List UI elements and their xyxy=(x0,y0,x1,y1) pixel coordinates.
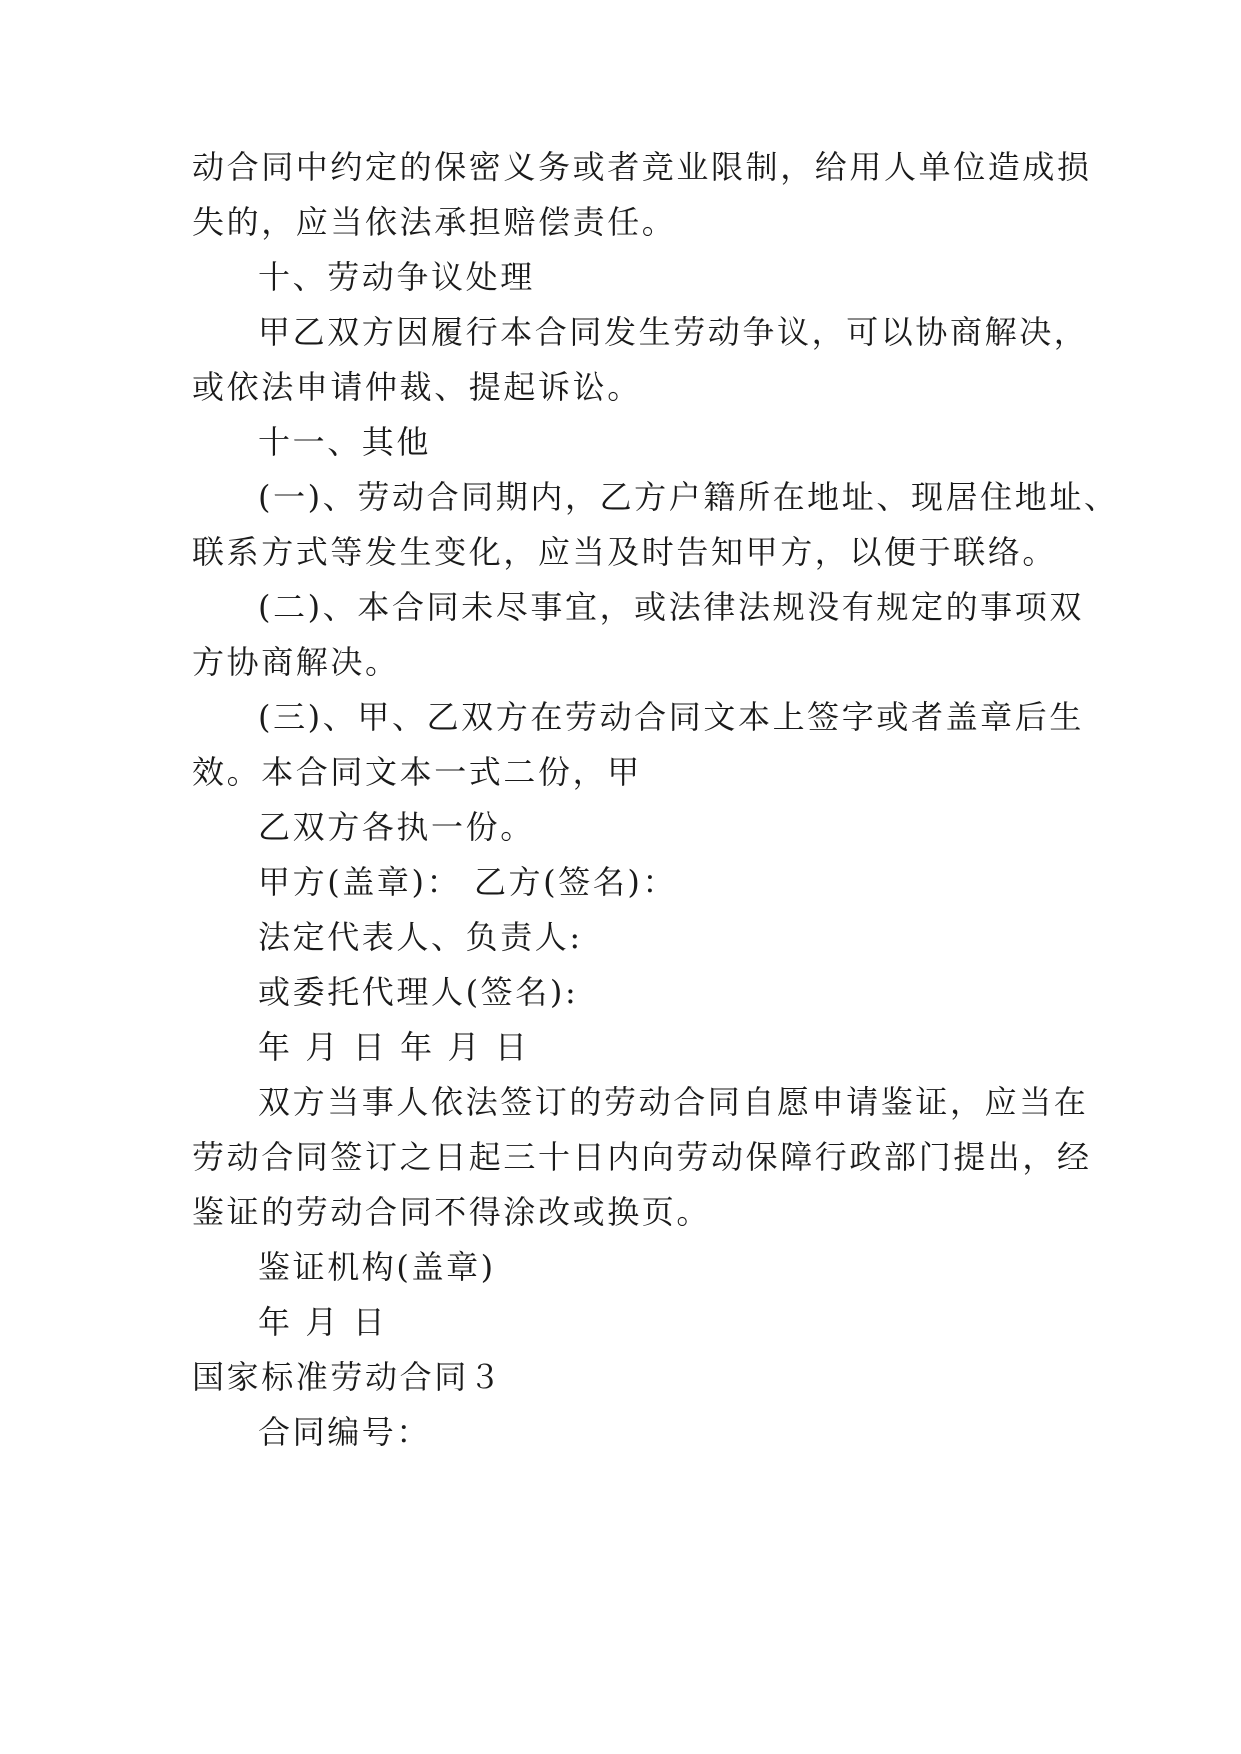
text-line: 动合同中约定的保密义务或者竞业限制，给用人单位造成损 xyxy=(192,148,1092,186)
document-title: 国家标准劳动合同３ xyxy=(192,1358,504,1396)
text-line: 鉴证机构(盖章) xyxy=(258,1248,496,1286)
text-line: 鉴证的劳动合同不得涂改或换页。 xyxy=(192,1193,712,1231)
text-line: (一)、劳动合同期内，乙方户籍所在地址、现居住地址、 xyxy=(258,478,1119,516)
text-line: 双方当事人依法签订的劳动合同自愿申请鉴证，应当在 xyxy=(258,1083,1089,1121)
section-heading: 十、劳动争议处理 xyxy=(258,258,535,296)
text-line: (三)、甲、乙双方在劳动合同文本上签字或者盖章后生 xyxy=(258,698,1084,736)
text-line: 或依法申请仲裁、提起诉讼。 xyxy=(192,368,642,406)
signature-line: 或委托代理人(签名): xyxy=(258,973,579,1011)
text-line: 联系方式等发生变化，应当及时告知甲方，以便于联络。 xyxy=(192,533,1058,571)
text-line: 失的，应当依法承担赔偿责任。 xyxy=(192,203,677,241)
signature-line: 法定代表人、负责人: xyxy=(258,918,583,956)
text-line: 劳动合同签订之日起三十日内向劳动保障行政部门提出，经 xyxy=(192,1138,1092,1176)
signature-line: 甲方(盖章)： 乙方(签名)： xyxy=(258,863,678,901)
text-line: 乙双方各执一份。 xyxy=(258,808,535,846)
date-line: 年 月 日 年 月 日 xyxy=(258,1028,530,1066)
section-heading: 十一、其他 xyxy=(258,423,432,461)
date-line: 年 月 日 xyxy=(258,1303,388,1341)
text-line: 效。本合同文本一式二份，甲 xyxy=(192,753,642,791)
text-line: 方协商解决。 xyxy=(192,643,400,681)
text-line: (二)、本合同未尽事宜，或法律法规没有规定的事项双 xyxy=(258,588,1084,626)
text-line: 合同编号： xyxy=(258,1413,432,1451)
text-line: 甲乙双方因履行本合同发生劳动争议，可以协商解决， xyxy=(258,313,1089,351)
